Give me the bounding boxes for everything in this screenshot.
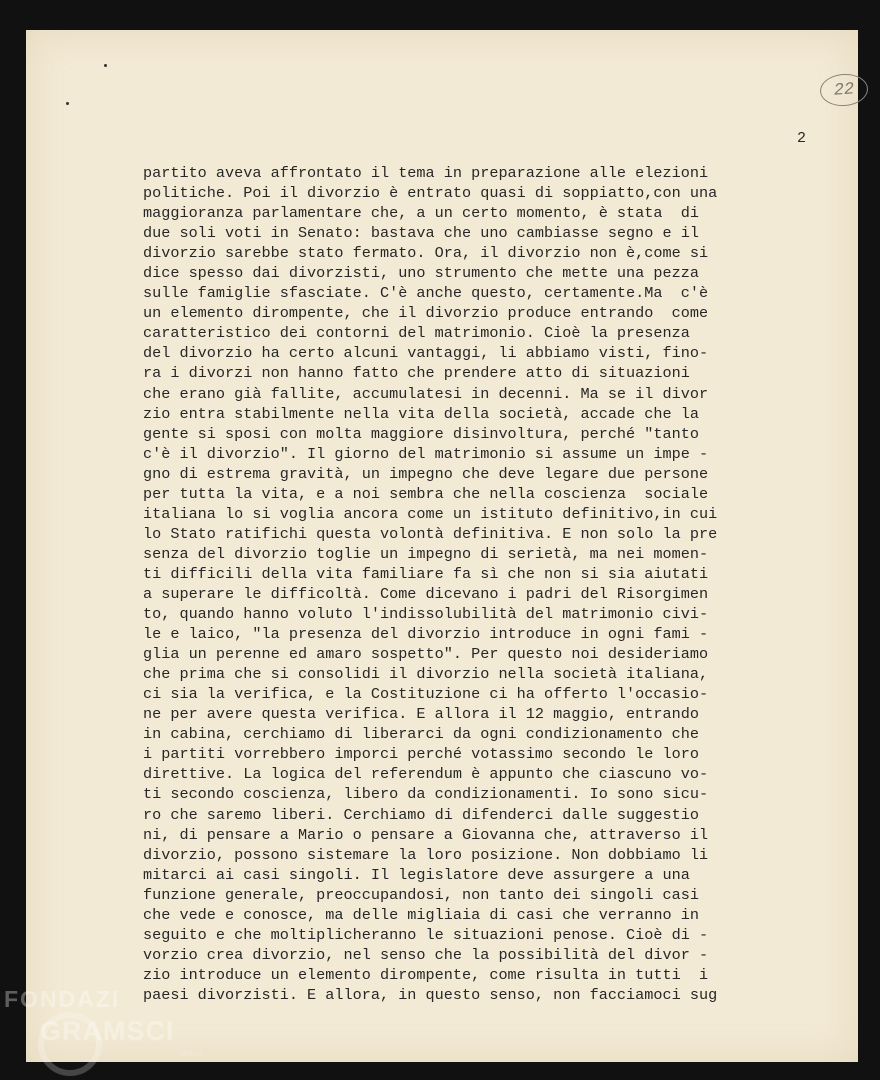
watermark-text-bottom: GRAMSCI bbox=[40, 1016, 175, 1046]
text-line: divorzio, possono sistemare la loro posizione. Non dobbiamo li bbox=[143, 845, 709, 864]
watermark-text-top: FONDAZI bbox=[4, 986, 121, 1012]
text-line: to, quando hanno voluto l'indissolubilità del matrimonio civi- bbox=[143, 605, 709, 624]
text-line: divorzio sarebbe stato fermato. Ora, il divorzio non è,come si bbox=[143, 244, 709, 263]
typewritten-body-text bbox=[143, 163, 803, 1005]
text-line: ti difficili della vita familiare fa sì che non si sia aiutati bbox=[143, 564, 709, 583]
text-line: sulle famiglie sfasciate. C'è anche questo, certamente.Ma c'è bbox=[143, 284, 709, 303]
ink-speck bbox=[104, 64, 107, 67]
text-line: un elemento dirompente, che il divorzio produce entrando come bbox=[143, 304, 709, 323]
text-line: paesi divorzisti. E allora, in questo senso, non facciamoci sug bbox=[143, 985, 718, 1004]
ink-speck bbox=[66, 102, 69, 105]
text-line: vorzio crea divorzio, nel senso che la possibilità del divor - bbox=[143, 945, 709, 964]
text-line: funzione generale, preoccupandosi, non tanto dei singoli casi bbox=[143, 885, 699, 904]
text-line: mitarci ai casi singoli. Il legislatore deve assurgere a una bbox=[143, 865, 690, 884]
text-line: ci sia la verifica, e la Costituzione ci ha offerto l'occasio- bbox=[143, 685, 709, 704]
text-line: che vede e conosce, ma delle migliaia di casi che verranno in bbox=[143, 905, 699, 924]
text-line: direttive. La logica del referendum è appunto che ciascuno vo- bbox=[143, 765, 709, 784]
text-line: i partiti vorrebbero imporci perché votassimo secondo le loro bbox=[143, 745, 699, 764]
text-line: ni, di pensare a Mario o pensare a Giovanna che, attraverso il bbox=[143, 825, 709, 844]
text-line: ne per avere questa verifica. E allora il 12 maggio, entrando bbox=[143, 705, 699, 724]
text-line: zio introduce un elemento dirompente, come risulta in tutti i bbox=[143, 965, 709, 984]
page-number: 2 bbox=[797, 130, 807, 147]
text-line: le e laico, "la presenza del divorzio introduce in ogni fami - bbox=[143, 625, 709, 644]
text-line: gno di estrema gravità, un impegno che deve legare due persone bbox=[143, 464, 709, 483]
text-line: che prima che si consolidi il divorzio nella società italiana, bbox=[143, 665, 709, 684]
text-line: a superare le difficoltà. Come dicevano i padri del Risorgimen bbox=[143, 584, 709, 603]
archive-folio-mark: 22 bbox=[819, 72, 869, 107]
text-line: per tutta la vita, e a noi sembra che nella coscienza sociale bbox=[143, 484, 709, 503]
text-line: due soli voti in Senato: bastava che uno cambiasse segno e il bbox=[143, 224, 699, 243]
text-line: seguito e che moltiplicheranno le situazioni penose. Cioè di - bbox=[143, 925, 709, 944]
text-line: senza del divorzio toglie un impegno di serietà, ma nei momen- bbox=[143, 544, 709, 563]
text-line: ro che saremo liberi. Cerchiamo di difenderci dalle suggestio bbox=[143, 805, 699, 824]
watermark-subtext: onlus bbox=[180, 1048, 202, 1058]
text-line: del divorzio ha certo alcuni vantaggi, li abbiamo visti, fino- bbox=[143, 344, 709, 363]
text-line: italiana lo si voglia ancora come un istituto definitivo,in cui bbox=[143, 504, 718, 523]
text-line: politiche. Poi il divorzio è entrato quasi di soppiatto,con una bbox=[143, 184, 718, 203]
text-line: dice spesso dai divorzisti, uno strumento che mette una pezza bbox=[143, 264, 699, 283]
text-line: partito aveva affrontato il tema in preparazione alle elezioni bbox=[143, 164, 709, 182]
text-line: maggioranza parlamentare che, a un certo momento, è stata di bbox=[143, 204, 699, 223]
fondazione-gramsci-watermark bbox=[4, 984, 234, 1080]
text-line: gente si sposi con molta maggiore disinvoltura, perché "tanto bbox=[143, 424, 699, 443]
text-line: ra i divorzi non hanno fatto che prendere atto di situazioni bbox=[143, 364, 690, 383]
text-line: lo Stato ratifichi questa volontà definitiva. E non solo la pre bbox=[143, 524, 718, 543]
text-line: ti secondo coscienza, libero da condizionamenti. Io sono sicu- bbox=[143, 785, 709, 804]
text-line: glia un perenne ed amaro sospetto". Per questo noi desideriamo bbox=[143, 645, 709, 664]
text-line: caratteristico dei contorni del matrimonio. Cioè la presenza bbox=[143, 324, 690, 343]
text-line: in cabina, cerchiamo di liberarci da ogni condizionamento che bbox=[143, 725, 699, 744]
text-line: che erano già fallite, accumulatesi in decenni. Ma se il divor bbox=[143, 384, 709, 403]
text-line: zio entra stabilmente nella vita della società, accade che la bbox=[143, 404, 699, 423]
text-line: c'è il divorzio". Il giorno del matrimonio si assume un impe - bbox=[143, 444, 709, 463]
